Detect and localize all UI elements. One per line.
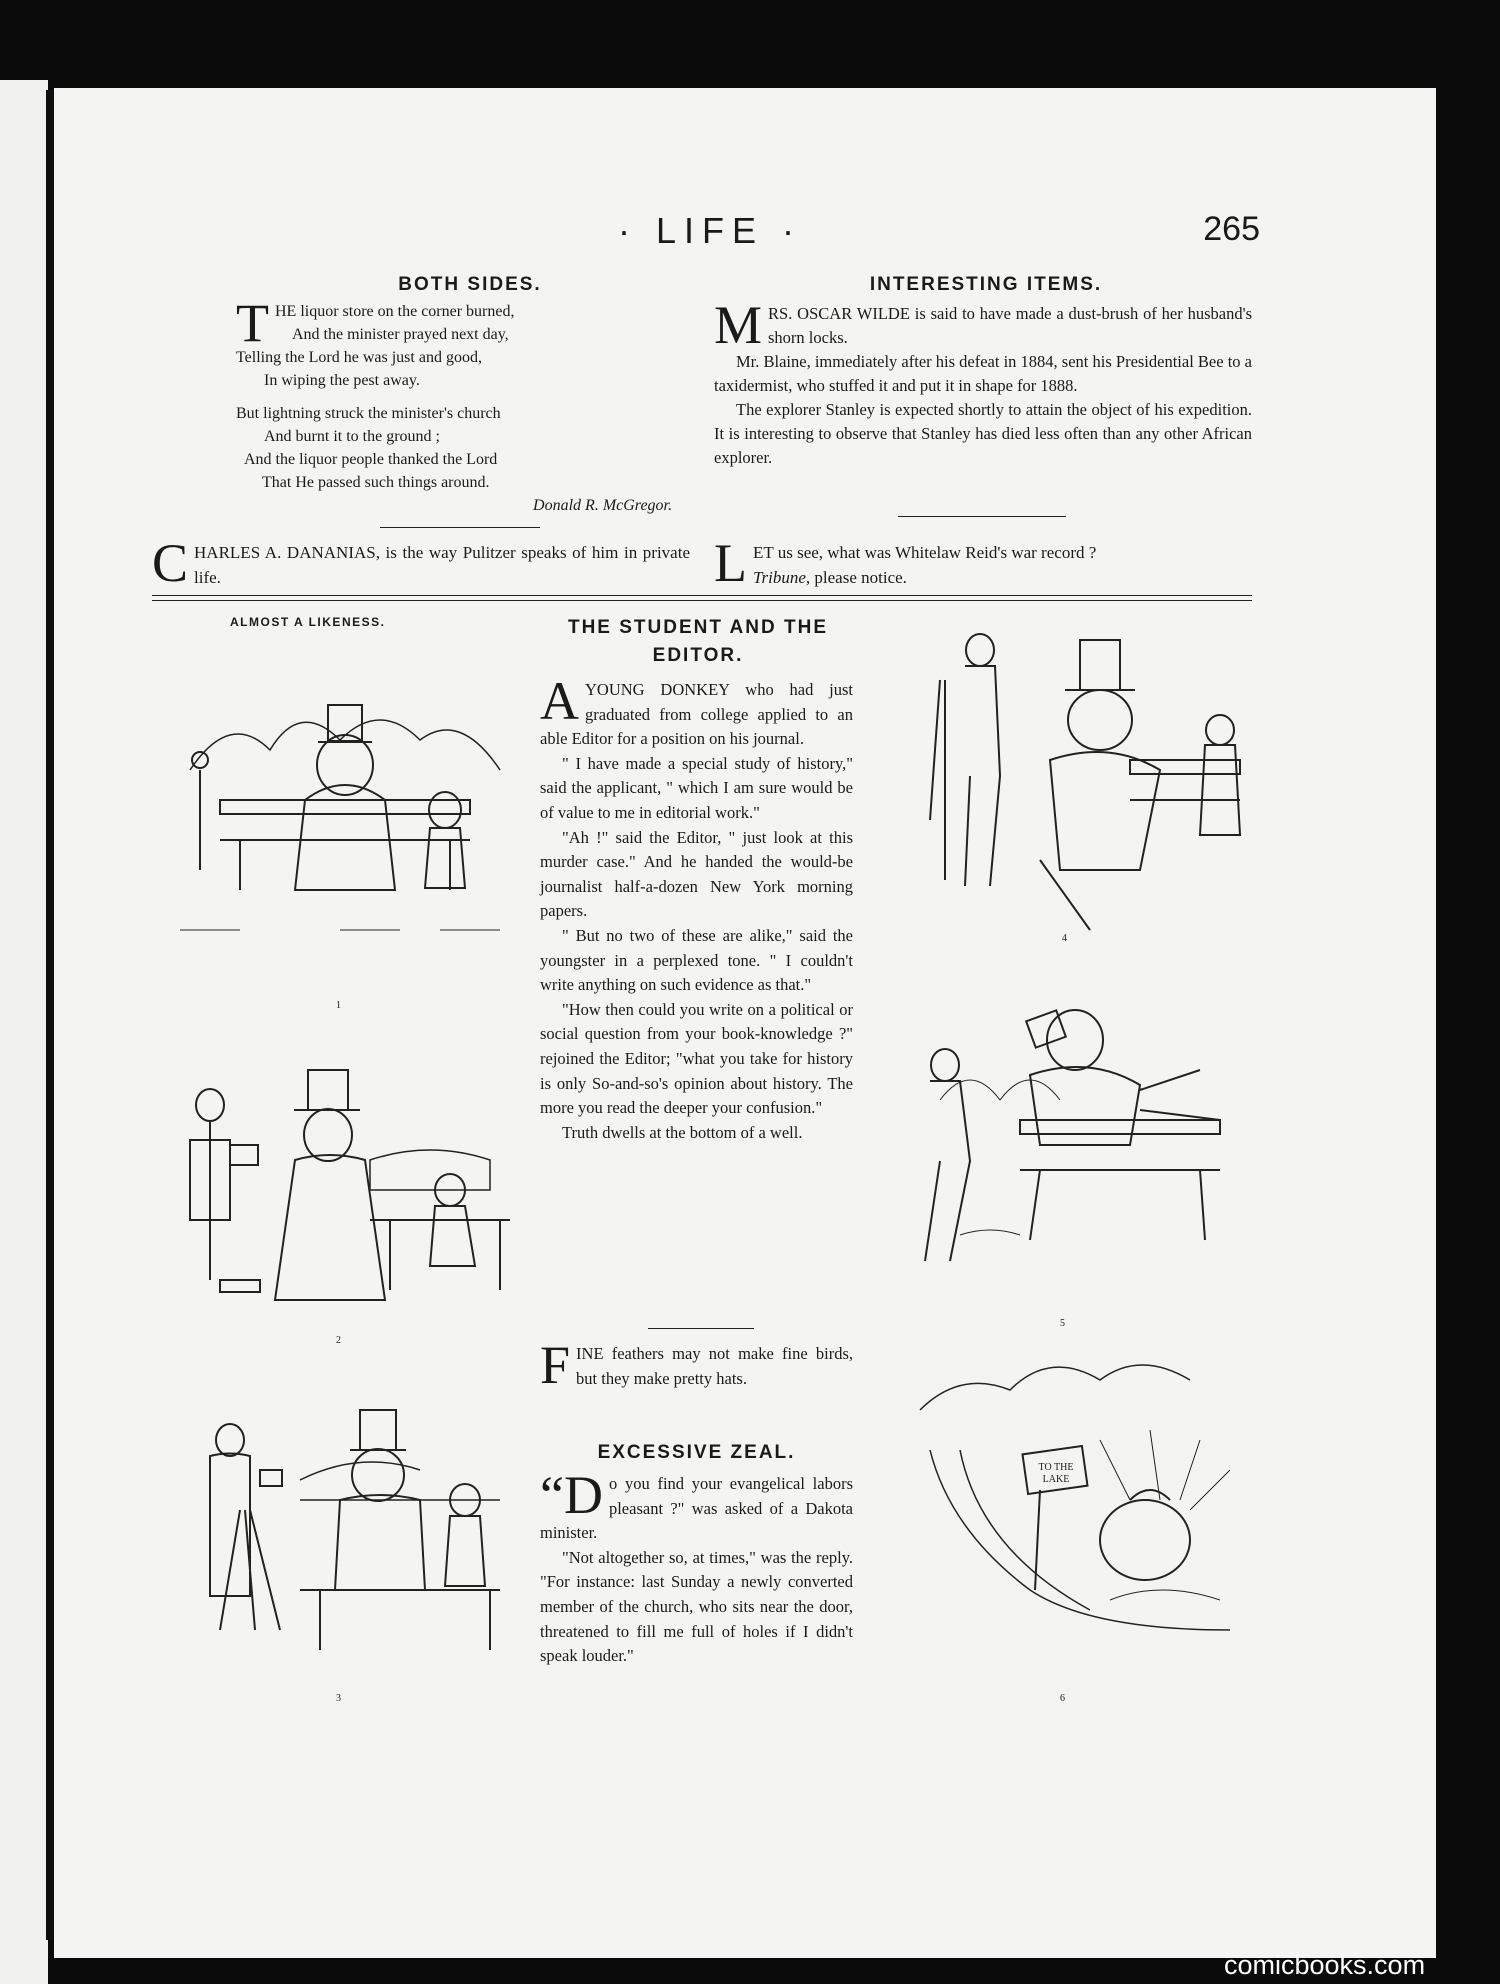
panel-number: 3 (336, 1693, 341, 1704)
poem-line: That He passed such things around. (262, 474, 490, 491)
both-sides-heading: BOTH SIDES. (398, 274, 542, 295)
interesting-items-text (714, 295, 1252, 470)
paragraph-tail: , please notice. (805, 568, 907, 587)
both-sides-poem (236, 293, 676, 517)
drop-cap: T (236, 293, 269, 353)
paragraph: " But no two of these are alike," said the youngster in a perplexed tone. " I couldn't write anything on such evidence as that." (540, 925, 853, 995)
drop-cap: “D (540, 1465, 603, 1525)
paragraph: Truth dwells at the bottom of a well. (562, 1122, 803, 1142)
drop-cap: F (540, 1335, 571, 1395)
double-rule-bottom (152, 600, 1252, 601)
scan-border-top (0, 0, 1500, 90)
comic-panel-3 (160, 1390, 530, 1680)
dananias-item (152, 533, 690, 593)
page-number: 265 (1203, 210, 1260, 248)
comic-panel-6 (900, 1350, 1260, 1670)
interesting-items-heading: INTERESTING ITEMS. (869, 274, 1103, 295)
drop-cap: M (714, 295, 763, 355)
drop-cap: L (714, 533, 747, 593)
student-editor-heading: THE STUDENT AND THE EDITOR. (567, 617, 829, 666)
paragraph: "Not altogether so, at times," was the reply. "For instance: last Sunday a newly converted member of the church, who sits near the door, threatened to fill me full of holes if I didn't speak louder." (540, 1547, 853, 1666)
double-rule-top (152, 595, 1252, 596)
poem-author: Donald R. McGregor. (533, 497, 672, 514)
poem-line: And the minister prayed next day, (292, 326, 509, 343)
paragraph: RS. OSCAR WILDE is said to have made a dust-brush of her husband's shorn locks. (768, 304, 1252, 347)
comic-panel-5 (900, 980, 1260, 1280)
italic-word: Tribune (753, 568, 806, 587)
divider (648, 1328, 754, 1329)
divider (898, 516, 1066, 517)
reid-item (714, 533, 1252, 593)
poem-line: Telling the Lord he was just and good, (236, 349, 482, 366)
divider (380, 527, 540, 528)
poem-line: HE liquor store on the corner burned, (275, 303, 515, 320)
fine-feathers-item (540, 1335, 853, 1395)
paragraph: "Ah !" said the Editor, " just look at this murder case." And he handed the would-be journalist half-a-dozen New York morning papers. (540, 827, 853, 921)
paragraph: "How then could you write on a political or social question from your book-knowledge ?" rejoined the Editor; "what you take for history is only So-and-so's opinion about history. The more you read the deeper your confusion." (540, 999, 853, 1118)
previous-page-edge (0, 80, 48, 1984)
paragraph: YOUNG DONKEY who had just graduated from college applied to an able Editor for a position on his journal. (540, 680, 853, 749)
student-editor-text (540, 671, 853, 1145)
site-watermark: comicbooks.com (1224, 1950, 1426, 1980)
paragraph: o you find your evangelical labors pleasant ?" was asked of a Dakota minister. (540, 1474, 853, 1543)
panel-number: 5 (1060, 1318, 1065, 1329)
poem-line: In wiping the pest away. (264, 372, 420, 389)
paragraph: The explorer Stanley is expected shortly to attain the object of his expedition. It is interesting to observe that Stanley has died less often than any other African explorer. (714, 400, 1252, 467)
drop-cap: A (540, 671, 579, 731)
comic-panel-2 (160, 1050, 530, 1320)
excessive-zeal-heading: EXCESSIVE ZEAL. (597, 1442, 796, 1463)
drop-cap: C (152, 533, 189, 593)
panel-number: 1 (336, 1000, 341, 1011)
paragraph: " I have made a special study of history," said the applicant, " which I am sure would be of value to me in editorial work." (540, 753, 853, 822)
comic-panel-1 (160, 650, 530, 950)
paragraph: ET us see, what was Whitelaw Reid's war record ? (753, 543, 1097, 562)
panel-number: 4 (1062, 933, 1067, 944)
lake-sign-text: TO THE LAKE (1038, 1462, 1074, 1485)
panel-number: 2 (336, 1335, 341, 1346)
binding-shadow (46, 90, 54, 1940)
comic-title: ALMOST A LIKENESS. (230, 615, 386, 629)
paragraph: HARLES A. DANANIAS, is the way Pulitzer speaks of him in private life. (194, 543, 690, 587)
poem-line: But lightning struck the minister's church (236, 405, 501, 422)
paragraph: INE feathers may not make fine birds, but they make pretty hats. (576, 1344, 853, 1388)
comic-panel-4 (900, 620, 1260, 950)
scan-border-right (1436, 88, 1500, 1984)
paragraph: Mr. Blaine, immediately after his defeat in 1884, sent his Presidential Bee to a taxidermist, who stuffed it and put it in shape for 1888. (714, 352, 1252, 395)
masthead-title: · LIFE · (617, 210, 802, 251)
poem-line: And burnt it to the ground ; (264, 428, 440, 445)
poem-line: And the liquor people thanked the Lord (244, 451, 498, 468)
panel-number: 6 (1060, 1693, 1065, 1704)
excessive-zeal-text (540, 1465, 853, 1669)
